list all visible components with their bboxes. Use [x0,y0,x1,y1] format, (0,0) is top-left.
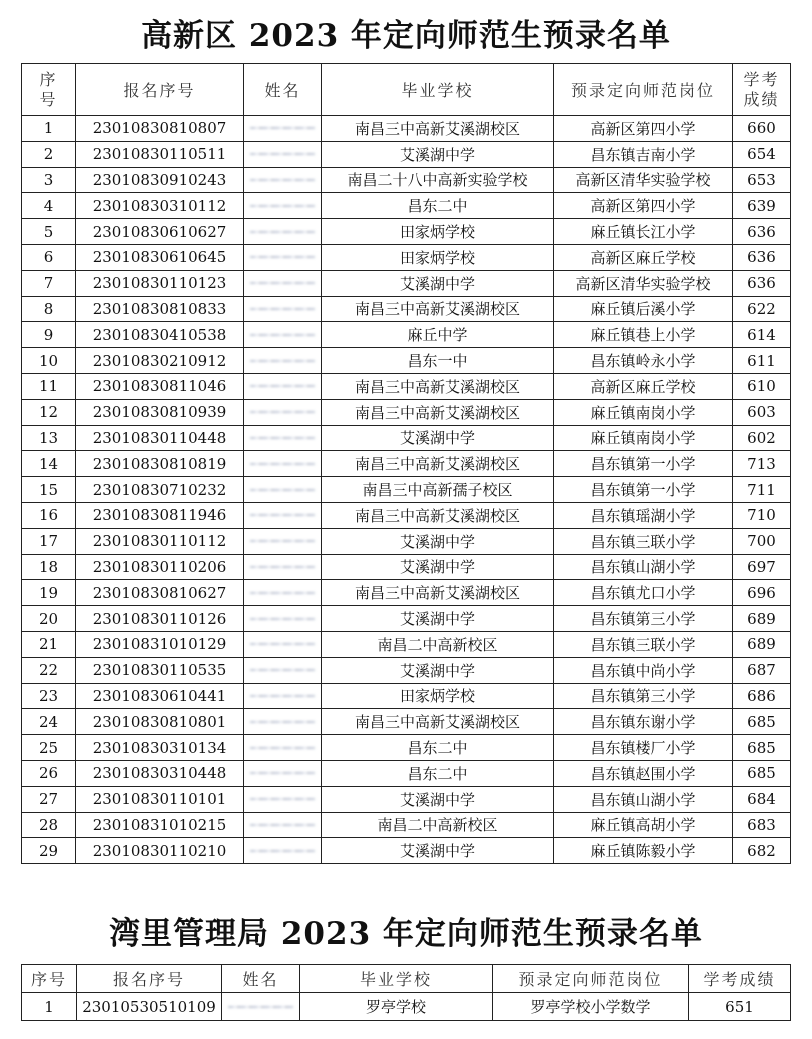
cell-score: 603 [733,399,791,425]
cell-name-redacted [244,141,322,167]
cell-reg-number: 23010831010215 [76,812,244,838]
cell-school: 南昌三中高新艾溪湖校区 [322,451,554,477]
table-row [22,322,791,348]
cell-school: 田家炳学校 [322,244,554,270]
cell-school: 艾溪湖中学 [322,425,554,451]
cell-post: 昌东镇第一小学 [554,477,733,503]
cell-reg-number: 23010830810819 [76,451,244,477]
cell-post: 昌东镇东谢小学 [554,709,733,735]
cell-score: 639 [733,193,791,219]
table-row [22,606,791,632]
cell-seq: 9 [22,322,76,348]
cell-seq: 22 [22,657,76,683]
cell-school: 昌东二中 [322,760,554,786]
cell-seq: 3 [22,167,76,193]
cell-seq: 26 [22,760,76,786]
cell-name-redacted [244,786,322,812]
redacted-name-blur [250,721,315,723]
table-row [22,451,791,477]
cell-school: 罗亭学校 [300,993,493,1021]
cell-post: 昌东镇三联小学 [554,631,733,657]
gaoxin-table-body [22,116,791,864]
cell-post: 高新区麻丘学校 [554,373,733,399]
cell-score: 689 [733,631,791,657]
header-seq: 序号 [22,965,77,993]
cell-school: 南昌二中高新校区 [322,812,554,838]
cell-school: 艾溪湖中学 [322,141,554,167]
cell-score: 651 [689,993,791,1021]
table-row [22,167,791,193]
cell-post: 昌东镇楼厂小学 [554,735,733,761]
table-row [22,477,791,503]
cell-reg-number: 23010830410538 [76,322,244,348]
cell-reg-number: 23010830810627 [76,580,244,606]
table-header-row [22,965,791,993]
header-name: 姓名 [222,965,300,993]
table-row [22,631,791,657]
cell-post: 麻丘镇巷上小学 [554,322,733,348]
gaoxin-admission-table [21,63,791,864]
cell-reg-number: 23010830110112 [76,528,244,554]
cell-post: 罗亭学校小学数学 [493,993,689,1021]
cell-seq: 16 [22,502,76,528]
cell-name-redacted [244,683,322,709]
cell-name-redacted [244,657,322,683]
cell-name-redacted [244,554,322,580]
cell-name-redacted [244,270,322,296]
table-row [22,296,791,322]
cell-seq: 17 [22,528,76,554]
cell-school: 南昌三中高新艾溪湖校区 [322,709,554,735]
cell-score: 683 [733,812,791,838]
header-post: 预录定向师范岗位 [493,965,689,993]
cell-score: 687 [733,657,791,683]
cell-name-redacted [244,735,322,761]
cell-score: 636 [733,244,791,270]
wanli-table-body [22,965,791,1021]
header-school: 毕业学校 [322,64,554,116]
cell-reg-number: 23010830610645 [76,244,244,270]
cell-score: 713 [733,451,791,477]
cell-name-redacted [244,451,322,477]
cell-name-redacted [244,219,322,245]
table-row [22,425,791,451]
cell-reg-number: 23010830310112 [76,193,244,219]
cell-school: 田家炳学校 [322,219,554,245]
cell-score: 700 [733,528,791,554]
redacted-name-blur [250,850,315,852]
cell-school: 南昌三中高新孺子校区 [322,477,554,503]
redacted-name-blur [250,514,315,516]
cell-post: 高新区第四小学 [554,116,733,142]
redacted-name-blur [250,179,315,181]
header-reg-number: 报名序号 [76,64,244,116]
cell-name-redacted [244,373,322,399]
cell-reg-number: 23010530510109 [77,993,222,1021]
redacted-name-blur [250,282,315,284]
cell-school: 艾溪湖中学 [322,838,554,864]
cell-score: 696 [733,580,791,606]
cell-school: 艾溪湖中学 [322,606,554,632]
table-row [22,580,791,606]
cell-post: 昌东镇山湖小学 [554,786,733,812]
table-header-row [22,64,791,116]
cell-reg-number: 23010830610627 [76,219,244,245]
cell-reg-number: 23010830310448 [76,760,244,786]
cell-school: 艾溪湖中学 [322,554,554,580]
table-row [22,812,791,838]
redacted-name-blur [250,540,315,542]
redacted-name-blur [250,231,315,233]
cell-school: 昌东一中 [322,348,554,374]
cell-school: 昌东二中 [322,735,554,761]
cell-post: 麻丘镇南岗小学 [554,399,733,425]
table-row [22,735,791,761]
redacted-name-blur [250,127,315,129]
cell-name-redacted [244,760,322,786]
cell-post: 麻丘镇陈毅小学 [554,838,733,864]
cell-reg-number: 23010830810939 [76,399,244,425]
cell-name-redacted [244,477,322,503]
table-row [22,786,791,812]
cell-reg-number: 23010830110535 [76,657,244,683]
header-score: 学考 成绩 [733,64,791,116]
cell-seq: 28 [22,812,76,838]
cell-post: 高新区麻丘学校 [554,244,733,270]
redacted-name-blur [250,695,315,697]
redacted-name-blur [250,772,315,774]
cell-score: 654 [733,141,791,167]
cell-school: 南昌三中高新艾溪湖校区 [322,373,554,399]
table-row [22,528,791,554]
cell-reg-number: 23010830110511 [76,141,244,167]
header-reg-number: 报名序号 [77,965,222,993]
cell-seq: 10 [22,348,76,374]
table-row [22,348,791,374]
redacted-name-blur [250,798,315,800]
cell-reg-number: 23010830110123 [76,270,244,296]
cell-seq: 4 [22,193,76,219]
redacted-name-blur [250,308,315,310]
cell-seq: 8 [22,296,76,322]
redacted-name-blur [250,334,315,336]
table-row [22,554,791,580]
header-name: 姓名 [244,64,322,116]
cell-name-redacted [244,399,322,425]
redacted-name-blur [250,360,315,362]
cell-score: 636 [733,270,791,296]
table-row [22,657,791,683]
redacted-name-blur [250,643,315,645]
table-row [22,993,791,1021]
cell-name-redacted [244,812,322,838]
redacted-name-blur [250,747,315,749]
table-row [22,838,791,864]
cell-seq: 1 [22,993,77,1021]
cell-reg-number: 23010830810801 [76,709,244,735]
redacted-name-blur [250,618,315,620]
cell-post: 昌东镇第三小学 [554,683,733,709]
cell-school: 南昌三中高新艾溪湖校区 [322,116,554,142]
redacted-name-blur [250,205,315,207]
cell-score: 610 [733,373,791,399]
cell-seq: 24 [22,709,76,735]
cell-seq: 19 [22,580,76,606]
cell-seq: 2 [22,141,76,167]
second-title: 湾里管理局 2023 年定向师范生预录名单 [109,916,703,952]
cell-seq: 14 [22,451,76,477]
cell-score: 697 [733,554,791,580]
cell-school: 麻丘中学 [322,322,554,348]
cell-school: 艾溪湖中学 [322,528,554,554]
cell-reg-number: 23010830310134 [76,735,244,761]
table-row [22,244,791,270]
cell-score: 682 [733,838,791,864]
cell-reg-number: 23010830110206 [76,554,244,580]
cell-post: 昌东镇瑶湖小学 [554,502,733,528]
cell-seq: 1 [22,116,76,142]
cell-name-redacted [244,244,322,270]
cell-seq: 7 [22,270,76,296]
table-row [22,709,791,735]
cell-school: 南昌三中高新艾溪湖校区 [322,580,554,606]
cell-school: 南昌三中高新艾溪湖校区 [322,502,554,528]
cell-score: 686 [733,683,791,709]
cell-name-redacted [244,580,322,606]
cell-seq: 20 [22,606,76,632]
cell-reg-number: 23010830110126 [76,606,244,632]
cell-post: 昌东镇岭永小学 [554,348,733,374]
table-row [22,270,791,296]
cell-seq: 18 [22,554,76,580]
table-row [22,116,791,142]
cell-reg-number: 23010830110448 [76,425,244,451]
cell-score: 611 [733,348,791,374]
cell-score: 622 [733,296,791,322]
cell-score: 684 [733,786,791,812]
cell-score: 689 [733,606,791,632]
cell-name-redacted [244,528,322,554]
cell-name-redacted [244,116,322,142]
cell-seq: 15 [22,477,76,503]
cell-reg-number: 23010830210912 [76,348,244,374]
cell-post: 昌东镇中尚小学 [554,657,733,683]
cell-post: 昌东镇第三小学 [554,606,733,632]
cell-school: 艾溪湖中学 [322,657,554,683]
table-row [22,141,791,167]
cell-reg-number: 23010830811046 [76,373,244,399]
cell-post: 昌东镇第一小学 [554,451,733,477]
table-row [22,373,791,399]
redacted-name-blur [250,592,315,594]
cell-school: 昌东二中 [322,193,554,219]
cell-post: 昌东镇山湖小学 [554,554,733,580]
cell-score: 660 [733,116,791,142]
cell-seq: 12 [22,399,76,425]
cell-reg-number: 23010830710232 [76,477,244,503]
cell-score: 685 [733,709,791,735]
cell-name-redacted [244,322,322,348]
redacted-name-blur [228,1006,293,1008]
cell-post: 高新区清华实验学校 [554,270,733,296]
redacted-name-blur [250,437,315,439]
cell-name-redacted [244,631,322,657]
cell-reg-number: 23010830910243 [76,167,244,193]
cell-reg-number: 23010830110101 [76,786,244,812]
table-row [22,502,791,528]
cell-name-redacted [222,993,300,1021]
cell-post: 麻丘镇高胡小学 [554,812,733,838]
cell-school: 南昌二十八中高新实验学校 [322,167,554,193]
cell-reg-number: 23010830810833 [76,296,244,322]
cell-name-redacted [244,167,322,193]
cell-reg-number: 23010830811946 [76,502,244,528]
cell-score: 602 [733,425,791,451]
cell-post: 昌东镇吉南小学 [554,141,733,167]
redacted-name-blur [250,153,315,155]
cell-school: 艾溪湖中学 [322,270,554,296]
cell-post: 高新区清华实验学校 [554,167,733,193]
cell-name-redacted [244,502,322,528]
redacted-name-blur [250,489,315,491]
cell-post: 麻丘镇后溪小学 [554,296,733,322]
cell-name-redacted [244,193,322,219]
cell-seq: 11 [22,373,76,399]
cell-name-redacted [244,425,322,451]
cell-post: 高新区第四小学 [554,193,733,219]
header-post: 预录定向师范岗位 [554,64,733,116]
cell-score: 636 [733,219,791,245]
cell-score: 653 [733,167,791,193]
table-row [22,193,791,219]
redacted-name-blur [250,256,315,258]
header-seq: 序 号 [22,64,76,116]
cell-school: 南昌三中高新艾溪湖校区 [322,296,554,322]
wanli-admission-table [21,964,791,1021]
cell-seq: 21 [22,631,76,657]
cell-seq: 13 [22,425,76,451]
cell-seq: 27 [22,786,76,812]
cell-post: 麻丘镇长江小学 [554,219,733,245]
cell-name-redacted [244,348,322,374]
cell-seq: 25 [22,735,76,761]
cell-seq: 6 [22,244,76,270]
cell-school: 南昌二中高新校区 [322,631,554,657]
redacted-name-blur [250,824,315,826]
cell-score: 685 [733,760,791,786]
cell-name-redacted [244,709,322,735]
cell-score: 614 [733,322,791,348]
cell-school: 南昌三中高新艾溪湖校区 [322,399,554,425]
cell-score: 685 [733,735,791,761]
cell-name-redacted [244,606,322,632]
redacted-name-blur [250,566,315,568]
redacted-name-blur [250,411,315,413]
cell-school: 艾溪湖中学 [322,786,554,812]
header-school: 毕业学校 [300,965,493,993]
cell-seq: 5 [22,219,76,245]
page-title: 高新区 2023 年定向师范生预录名单 [141,18,671,54]
cell-seq: 23 [22,683,76,709]
redacted-name-blur [250,669,315,671]
table-row [22,219,791,245]
cell-seq: 29 [22,838,76,864]
cell-reg-number: 23010830610441 [76,683,244,709]
cell-score: 711 [733,477,791,503]
header-score: 学考成绩 [689,965,791,993]
cell-post: 昌东镇尤口小学 [554,580,733,606]
cell-name-redacted [244,838,322,864]
cell-name-redacted [244,296,322,322]
cell-reg-number: 23010831010129 [76,631,244,657]
cell-post: 麻丘镇南岗小学 [554,425,733,451]
cell-school: 田家炳学校 [322,683,554,709]
cell-score: 710 [733,502,791,528]
redacted-name-blur [250,463,315,465]
table-row [22,399,791,425]
redacted-name-blur [250,385,315,387]
cell-reg-number: 23010830810807 [76,116,244,142]
cell-post: 昌东镇赵围小学 [554,760,733,786]
cell-reg-number: 23010830110210 [76,838,244,864]
table-row [22,683,791,709]
table-row [22,760,791,786]
cell-post: 昌东镇三联小学 [554,528,733,554]
